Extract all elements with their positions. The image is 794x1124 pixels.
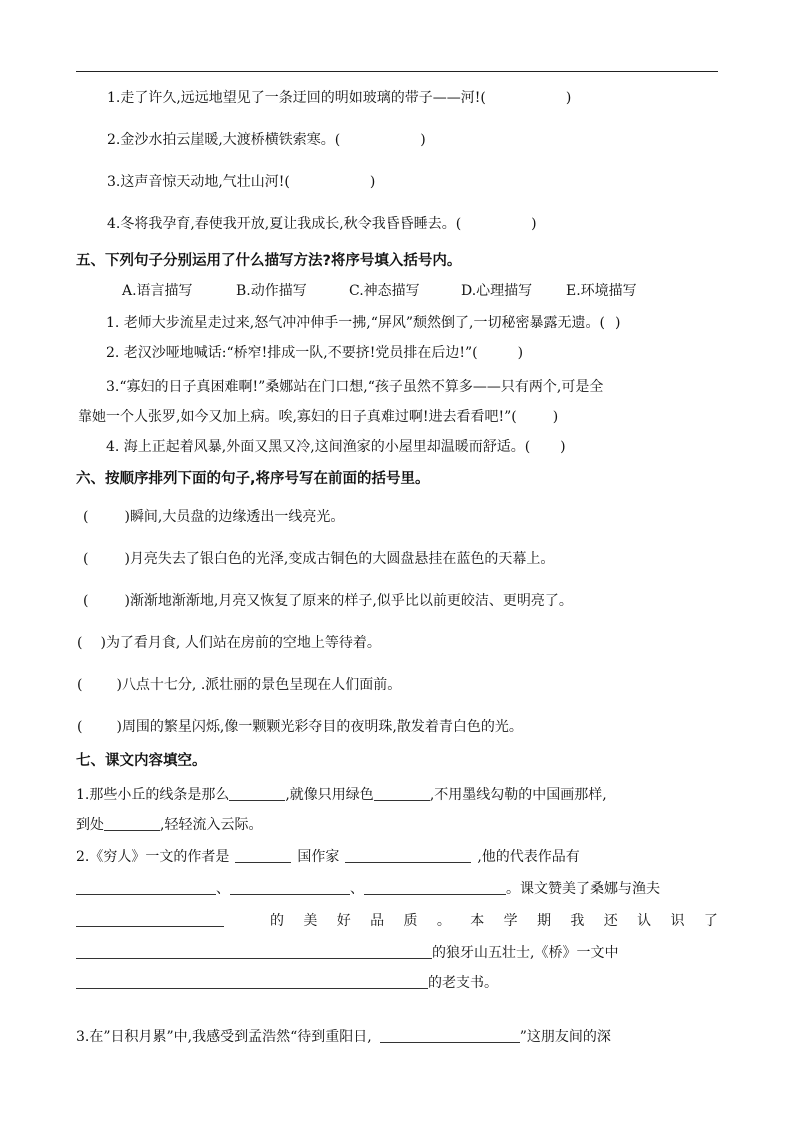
blank-field[interactable] [76, 944, 432, 959]
s5-item-4: 4. 海上正起着风暴,外面又黑又冷,这间渔家的小屋里却温暖而舒适。( ) [106, 439, 566, 455]
blank-field[interactable] [364, 880, 506, 895]
blank-field[interactable] [374, 786, 430, 801]
s6-item-6: ( )周围的繁星闪烁,像一颗颗光彩夺目的夜明珠,散发着青白色的光。 [77, 719, 523, 735]
s5-option-e: E.环境描写 [566, 283, 637, 299]
s4-item-2: 2.金沙水拍云崖暖,大渡桥横铁索寒。( ) [107, 132, 426, 148]
section5-title: 五、下列句子分别运用了什么描写方法?将序号填入括号内。 [76, 253, 462, 269]
s4-item-3: 3.这声音惊天动地,气壮山河!( ) [107, 174, 376, 190]
blank-field[interactable] [76, 880, 216, 895]
s7-q2-line2: 、 、 。课文赞美了桑娜与渔夫 [76, 879, 660, 899]
top-rule [76, 71, 718, 72]
s5-item-3-line2: 靠她一个人张罗,如今又加上病。唉,寡妇的日子真难过啊!进去看看吧!”( ) [78, 409, 559, 425]
s5-option-a: A.语言描写 [122, 283, 193, 299]
s6-item-1: ( )瞬间,大员盘的边缘透出一线亮光。 [83, 509, 345, 525]
blank-field[interactable] [345, 848, 471, 863]
s5-option-c: C.神态描写 [349, 283, 420, 299]
s5-item-2: 2. 老汉沙哑地喊话:“桥窄!排成一队,不要挤!党员排在后边!”( ) [106, 345, 524, 361]
blank-field[interactable] [76, 974, 428, 989]
s4-item-4: 4.冬将我孕育,春使我开放,夏让我成长,秋令我昏昏睡去。( ) [107, 216, 537, 232]
blank-field[interactable] [229, 786, 285, 801]
s5-option-d: D.心理描写 [461, 283, 533, 299]
section7-title: 七、课文内容填空。 [76, 753, 207, 769]
s7-q1-line1: 1.那些小丘的线条是那么 ,就像只用绿色 ,不用墨线勾勒的中国画那样, [76, 787, 607, 803]
section6-title: 六、按顺序排列下面的句子,将序号写在前面的括号里。 [76, 471, 430, 487]
s4-item-1: 1.走了许久,远远地望见了一条迂回的明如玻璃的带子——河!( ) [107, 90, 572, 106]
s6-item-5: ( )八点十七分, .派壮丽的景色呈现在人们面前。 [77, 677, 402, 693]
blank-field[interactable] [380, 1028, 520, 1043]
blank-field[interactable] [230, 880, 350, 895]
s5-item-1: 1. 老师大步流星走过来,怒气冲冲伸手一拂,“屏风”颓然倒了,一切秘密暴露无遗。( ) [106, 315, 621, 331]
s7-q2-line5: 的老支书。 [76, 973, 498, 993]
s7-q2-line3-blank [76, 911, 224, 931]
blank-field[interactable] [235, 848, 291, 863]
s6-item-4: ( )为了看月食, 人们站在房前的空地上等待着。 [77, 635, 381, 651]
s6-item-2: ( )月亮失去了银白色的光泽,变成古铜色的大圆盘悬挂在蓝色的天幕上。 [83, 551, 555, 567]
s6-item-3: ( )渐渐地渐渐地,月亮又恢复了原来的样子,似乎比以前更皎洁、更明亮了。 [83, 593, 573, 609]
s5-option-b: B.动作描写 [236, 283, 307, 299]
blank-field[interactable] [76, 912, 224, 927]
s5-item-3-line1: 3.“寡妇的日子真困难啊!”桑娜站在门口想,“孩子虽然不算多——只有两个,可是全 [106, 379, 604, 395]
s7-q2-line4: 的狼牙山五壮士,《桥》一文中 [76, 943, 618, 963]
blank-field[interactable] [104, 816, 160, 831]
s7-q2-line1: 2.《穷人》一文的作者是 国作家 ,他的代表作品有 [76, 849, 580, 865]
s7-q3-line1: 3.在”日积月累”中,我感受到孟浩然“待到重阳日, ”这朋友间的深 [76, 1029, 611, 1045]
s7-q1-line2: 到处 ,轻轻流入云际。 [76, 817, 263, 833]
s7-q2-line3-text: 的 美 好 品 质 。 本 学 期 我 还 认 识 了 [270, 913, 718, 929]
